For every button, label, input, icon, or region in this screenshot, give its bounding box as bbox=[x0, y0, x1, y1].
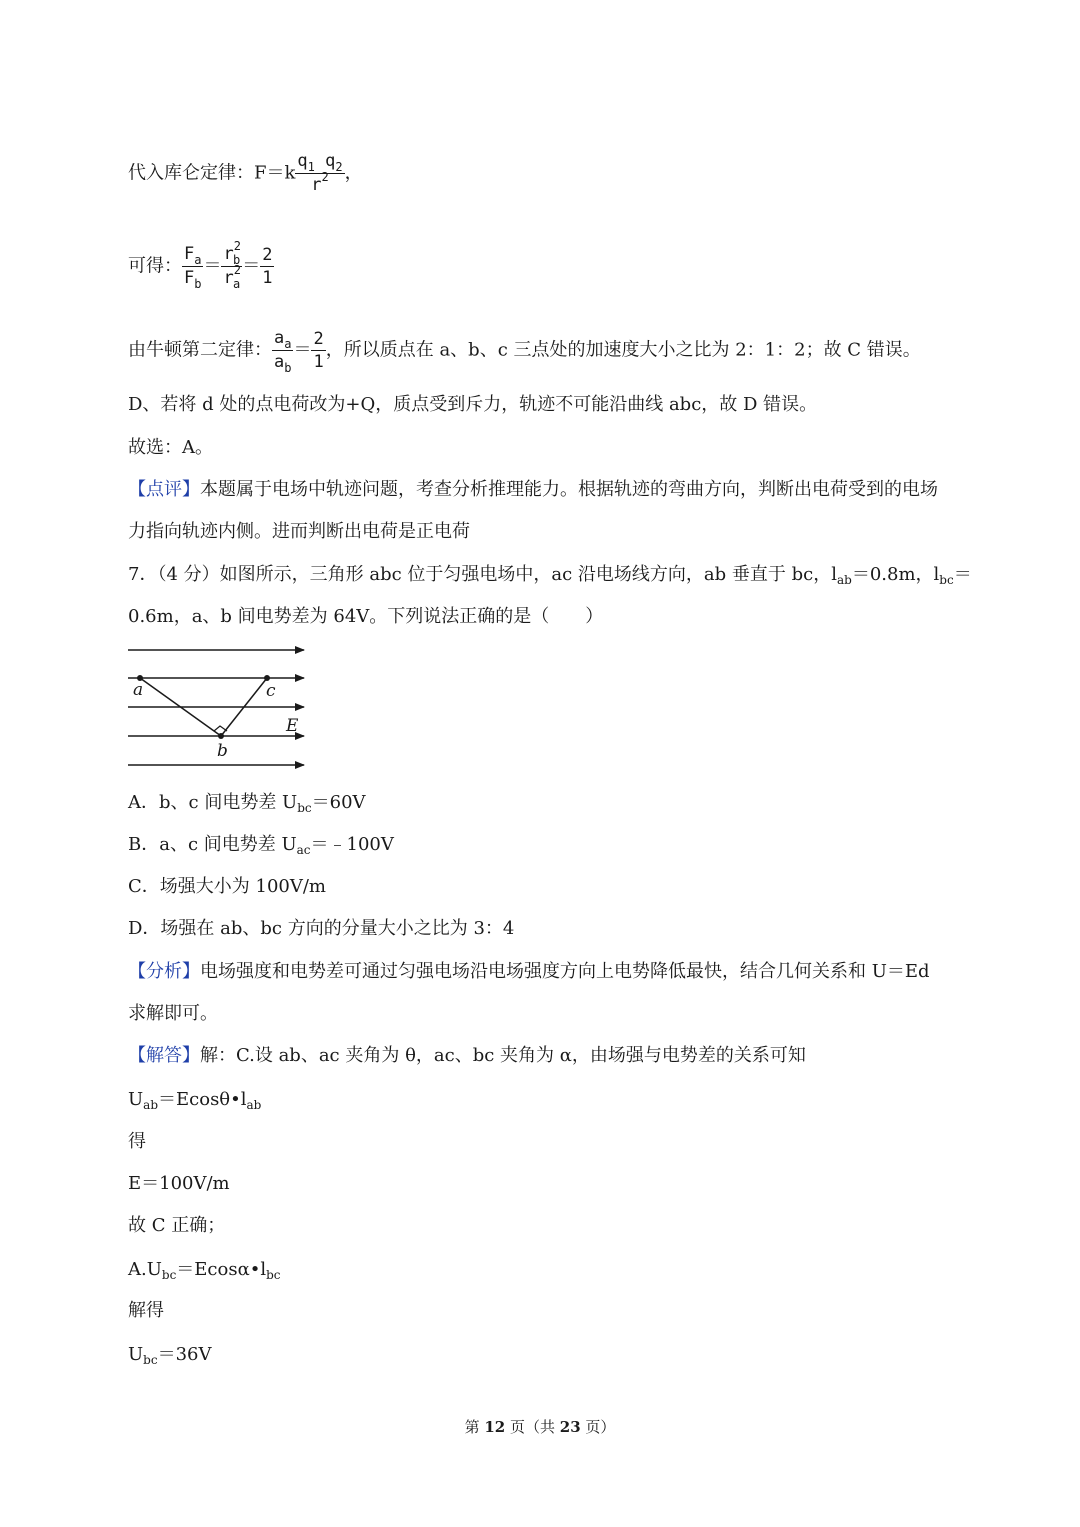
ratio-two-one-fraction: $\frac{2}{1}$ bbox=[262, 245, 273, 288]
analysis-tag: 【分析】 bbox=[128, 961, 200, 982]
option-b: B．a、c 间电势差 $U_{ac}=﹣100V$ bbox=[128, 834, 394, 857]
comment-tag: 【点评】 bbox=[128, 479, 200, 500]
choose-answer: 故选：A。 bbox=[128, 437, 213, 458]
radius-fraction: $\frac{r^2_b}{r^2_a}$ bbox=[223, 239, 241, 291]
answer-tag: 【解答】 bbox=[128, 1045, 200, 1066]
option-d-explanation: D、若将 d 处的点电荷改为+Q，质点受到斥力，轨迹不可能沿曲线 abc，故 D 错误。 bbox=[128, 394, 818, 415]
page-total: 23 bbox=[559, 1418, 581, 1436]
option-c: C．场强大小为 100V/m bbox=[128, 876, 326, 897]
force-ratio-line: 可得： $\frac{F_a}{F_b}$ ＝ $\frac{r^2_b}{r^2_a}$ ＝ $\frac{2}{1}$ bbox=[128, 239, 273, 291]
accel-ratio-fraction: $\frac{2}{1}$ bbox=[313, 329, 324, 372]
force-fraction: $\frac{F_a}{F_b}$ bbox=[184, 244, 202, 291]
acceleration-fraction: $\frac{a_a}{a_b}$ bbox=[274, 328, 292, 375]
question-7-line-2: 0.6m，a、b 间电势差为 64V。下列说法正确的是（ ） bbox=[128, 606, 604, 627]
coulomb-fraction: $\frac{q_1 q_2}{r^2}$ bbox=[297, 151, 343, 195]
derive-word: 得 bbox=[128, 1131, 146, 1152]
newton-law-line: 由牛顿第二定律： $\frac{a_a}{a_b}$ ＝ $\frac{2}{1}$ ，所以质点在 a、b、c 三点处的加速度大小之比为 2：1：2；故 C 错误。 bbox=[128, 328, 921, 375]
analysis-line-2: 求解即可。 bbox=[128, 1003, 218, 1024]
c-correct: 故 C 正确； bbox=[128, 1215, 226, 1236]
field-lines bbox=[128, 650, 304, 765]
coulomb-law-line: 代入库仑定律：F＝k $\frac{q_1 q_2}{r^2}$ ， bbox=[128, 151, 363, 195]
analysis-line-1: 【分析】电场强度和电势差可通过匀强电场沿电场强度方向上电势降低最快，结合几何关系和 U＝Ed bbox=[128, 961, 930, 982]
label-b: b bbox=[217, 741, 228, 761]
label-e: E bbox=[286, 716, 299, 736]
point-b bbox=[218, 733, 224, 739]
page-footer: 第 12 页（共 23 页） bbox=[464, 1418, 616, 1436]
ubc-result: $U_{bc}=36V$ bbox=[128, 1344, 212, 1367]
electric-field-figure bbox=[120, 640, 320, 780]
equation-ubc: $A.U_{bc}=Ecos\alpha•l_{bc}$ bbox=[128, 1259, 281, 1282]
answer-line: 【解答】解：C.设 ab、ac 夹角为 θ，ac、bc 夹角为 α，由场强与电势差的关系可知 bbox=[128, 1045, 806, 1066]
solve-word: 解得 bbox=[128, 1300, 164, 1321]
question-7-line-1: 7．（4 分）如图所示，三角形 abc 位于匀强电场中，ac 沿电场线方向，ab 垂直于 bc，$l_{ab}=0.8m$，$l_{bc}=$ bbox=[128, 564, 972, 587]
label-a: a bbox=[133, 680, 144, 700]
page-number: 12 bbox=[484, 1418, 506, 1436]
comment-line-2: 力指向轨迹内侧。进而判断出电荷是正电荷 bbox=[128, 521, 470, 542]
label-c: c bbox=[266, 681, 276, 701]
option-a: A．b、c 间电势差 $U_{bc}=60V$ bbox=[128, 792, 366, 815]
field-strength-value: E＝100V/m bbox=[128, 1173, 230, 1194]
option-d: D．场强在 ab、bc 方向的分量大小之比为 3：4 bbox=[128, 918, 515, 939]
comment-line-1: 【点评】本题属于电场中轨迹问题，考查分析推理能力。根据轨迹的弯曲方向，判断出电荷受到的电场 bbox=[128, 479, 938, 500]
equation-uab: $U_{ab}=Ecos\theta•l_{ab}$ bbox=[128, 1089, 262, 1112]
right-angle-mark bbox=[214, 726, 227, 731]
